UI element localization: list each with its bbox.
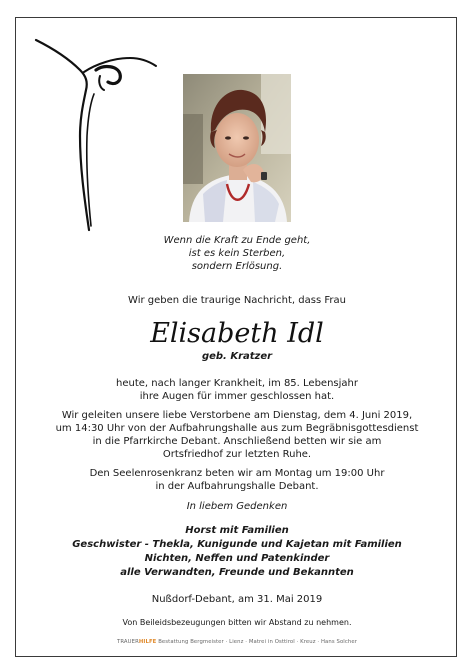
- condolence-note: Von Beileidsbezeugungen bitten wir Abstand zu nehmen.: [122, 618, 352, 627]
- maiden-name: geb. Kratzer: [201, 351, 273, 362]
- mourner-line-3: Nichten, Neffen und Patenkinder: [144, 553, 330, 564]
- mourner-line-4: alle Verwandten, Freunde und Bekannten: [120, 567, 354, 578]
- funeral-line-1: Wir geleiten unsere liebe Verstorbene am Dienstag, dem 4. Juni 2019,: [61, 410, 413, 421]
- death-line-1: heute, nach langer Krankheit, im 85. Lebensjahr: [116, 378, 358, 389]
- announcement-text: Wir geben die traurige Nachricht, dass Frau: [128, 295, 346, 306]
- footer-text: Bestattung Bergmeister · Lienz · Matrei in Osttirol · Kreuz · Hans Solcher: [158, 639, 357, 645]
- footer-brand-prefix: TRAUER: [117, 639, 139, 645]
- mourner-line-1: Horst mit Familien: [185, 525, 289, 536]
- quote-line-2: ist es kein Sterben,: [188, 248, 286, 259]
- rosary-line-2: in der Aufbahrungshalle Debant.: [155, 481, 319, 492]
- death-line-2: ihre Augen für immer geschlossen hat.: [139, 391, 335, 402]
- rosary-line-1: Den Seelenrosenkranz beten wir am Montag um 19:00 Uhr: [89, 468, 385, 479]
- memorial-heading: In liebem Gedenken: [186, 501, 288, 512]
- deceased-name: Elisabeth Idl: [150, 318, 324, 349]
- quote-line-1: Wenn die Kraft zu Ende geht,: [163, 235, 311, 246]
- quote-line-3: sondern Erlösung.: [191, 261, 283, 272]
- footer-brand-suffix: HILFE: [138, 639, 157, 645]
- funeral-line-2: um 14:30 Uhr von der Aufbahrungshalle aus zum Begräbnisgottesdienst: [55, 423, 419, 434]
- funeral-line-3: in die Pfarrkirche Debant. Anschließend betten wir sie am: [92, 436, 382, 447]
- mourner-line-2: Geschwister - Thekla, Kunigunde und Kajetan mit Familien: [72, 539, 402, 550]
- funeral-line-4: Ortsfriedhof zur letzten Ruhe.: [162, 449, 312, 460]
- place-date: Nußdorf-Debant, am 31. Mai 2019: [151, 594, 323, 605]
- crucifix-icon: [34, 36, 158, 232]
- footer: [0, 639, 474, 645]
- portrait-photo: [183, 74, 291, 222]
